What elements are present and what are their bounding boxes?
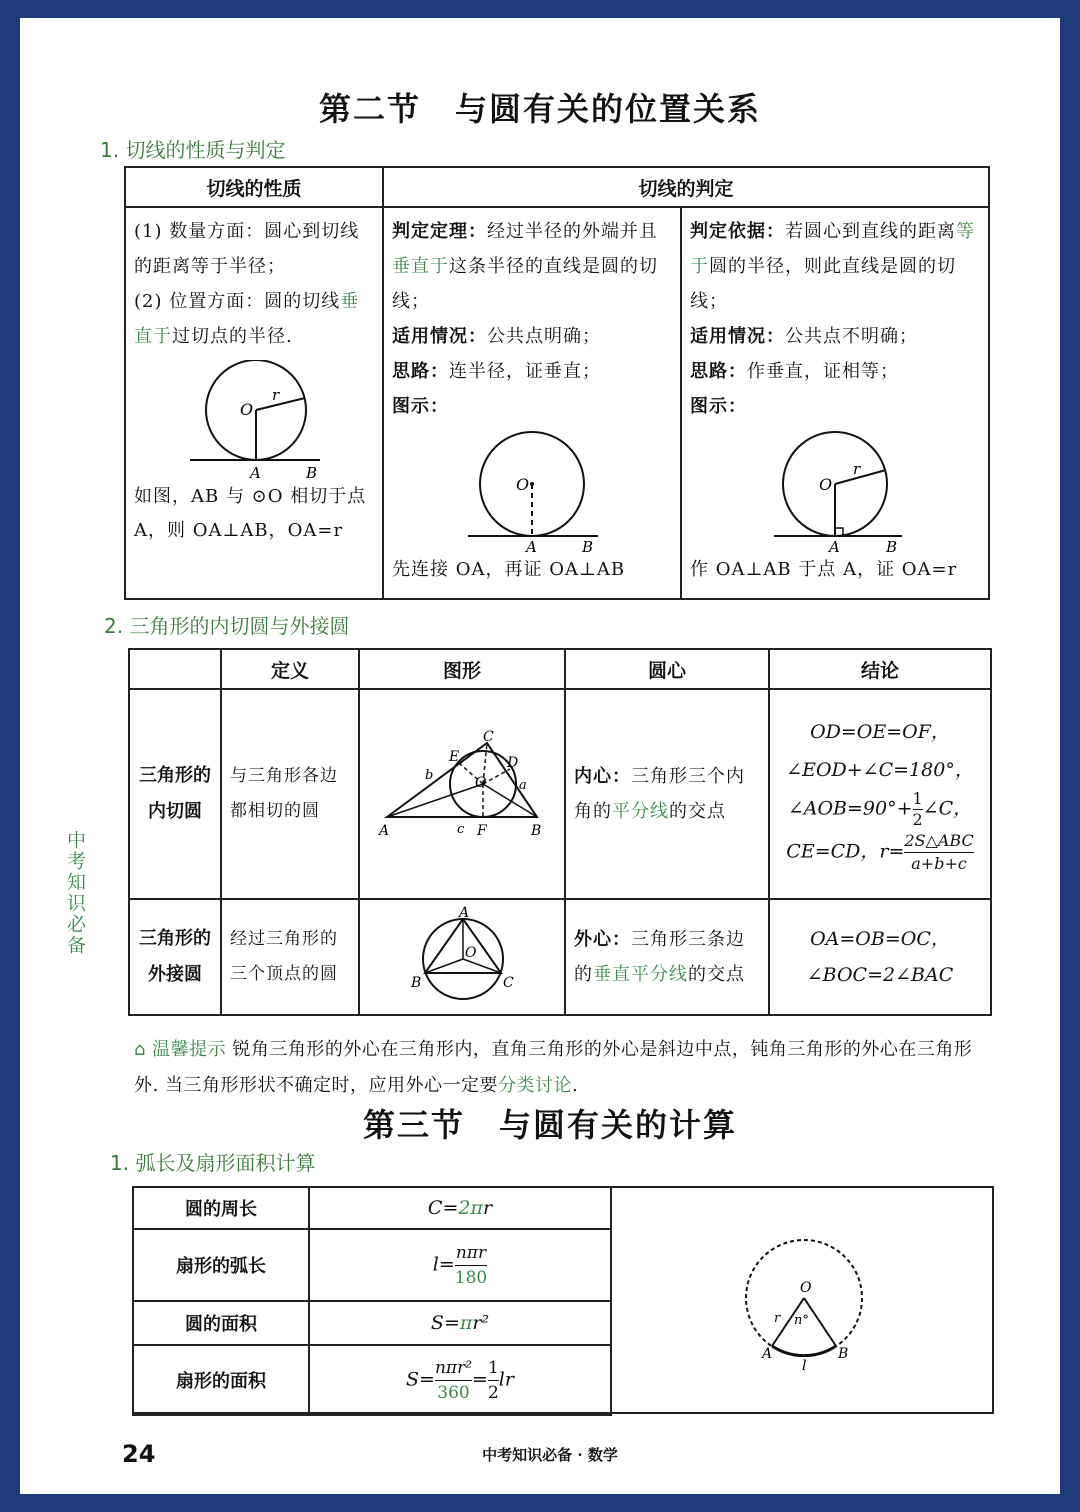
header-center: 圆心 — [565, 649, 769, 689]
header-definition: 定义 — [221, 649, 359, 689]
header-tangent-judgement: 切线的判定 — [383, 167, 989, 207]
section3-title: 第三节 与圆有关的计算 — [362, 1106, 737, 1144]
row-incircle-name: 三角形的内切圆 — [129, 689, 221, 899]
svg-text:A: A — [762, 1346, 773, 1362]
svg-text:b: b — [425, 768, 434, 783]
tangent-table — [124, 166, 990, 600]
prop-position: (2) 位置方面：圆的切线垂直于过切点的半径. — [134, 291, 360, 347]
svg-text:B: B — [306, 464, 319, 480]
svg-text:C: C — [483, 729, 494, 745]
svg-text:r: r — [774, 1311, 781, 1326]
svg-text:O: O — [465, 945, 477, 961]
row-circle-area-label: 圆的面积 — [133, 1301, 309, 1345]
svg-text:E: E — [449, 749, 460, 765]
row-circumference-label: 圆的周长 — [133, 1187, 309, 1229]
svg-text:A: A — [459, 905, 470, 921]
page-number: 24 — [122, 1440, 156, 1468]
row-circumcircle-conclusion: OA=OB=OC， ∠BOC=2∠BAC — [769, 899, 991, 1015]
judgement-basis-cell: 判定依据：若圆心到直线的距离等于圆的半径，则此直线是圆的切线； 适用情况：公共点不明确； 思路：作垂直，证相等； 图示： O r A B 作 OA⊥AB 于点 A，证 OA=r — [681, 207, 989, 599]
incircle-figure — [367, 727, 557, 857]
header-figure: 图形 — [359, 649, 565, 689]
row-arc-length-formula: l= nπr 180 — [309, 1229, 611, 1301]
sector-figure — [734, 1228, 874, 1378]
row-circle-area-formula: S=πr² — [309, 1301, 611, 1345]
prop-quantity: (1) 数量方面：圆心到切线的距离等于半径； — [134, 221, 360, 277]
svg-text:O: O — [800, 1280, 812, 1296]
svg-text:r: r — [272, 386, 281, 404]
svg-text:O: O — [475, 775, 487, 791]
row-incircle-conclusion: OD=OE=OF， ∠EOD+∠C=180°， ∠AOB=90°+ $\frac{1}{2}$ ∠C， CE=CD，r= 2S△ABC a+b+c — [769, 689, 991, 899]
header-tangent-property: 切线的性质 — [125, 167, 383, 207]
svg-text:r: r — [853, 460, 862, 478]
svg-text:F: F — [477, 823, 487, 839]
svg-text:A: A — [379, 823, 390, 839]
triangle-circle-table — [128, 648, 992, 1016]
tip: ⌂ 温馨提示 锐角三角形的外心在三角形内，直角三角形的外心是斜边中点，钝角三角形的外心在三角形外. 当三角形形状不确定时，应用外心一定要分类讨论. — [134, 1039, 973, 1096]
row-incircle-center: 内心：三角形三个内角的平分线的交点 — [565, 689, 769, 899]
tangent-property-cell — [125, 207, 383, 599]
svg-text:B: B — [838, 1346, 849, 1362]
svg-text:B: B — [411, 975, 422, 991]
svg-text:B: B — [582, 538, 595, 552]
subsection-arc: 1. 弧长及扇形面积计算 — [110, 1151, 316, 1175]
section2-title: 第二节 与圆有关的位置关系 — [318, 90, 761, 128]
svg-text:n°: n° — [794, 1313, 809, 1328]
arc-area-box — [132, 1186, 994, 1414]
svg-text:D: D — [507, 755, 519, 771]
header-conclusion: 结论 — [769, 649, 991, 689]
row-arc-length-label: 扇形的弧长 — [133, 1229, 309, 1301]
svg-text:A: A — [250, 464, 262, 480]
side-label: 中考知识必备 — [64, 830, 86, 956]
arc-area-table — [132, 1186, 612, 1416]
svg-text:O: O — [240, 400, 255, 419]
svg-text:B: B — [531, 823, 542, 839]
svg-text:A: A — [829, 538, 841, 552]
row-incircle-def: 与三角形各边都相切的圆 — [221, 689, 359, 899]
subsection-inscribed: 2. 三角形的内切圆与外接圆 — [104, 614, 350, 638]
subsection-tangent: 1. 切线的性质与判定 — [100, 138, 286, 162]
book-title: 中考知识必备 · 数学 — [482, 1446, 618, 1464]
prop-caption: 如图，AB 与 ⊙O 相切于点 A，则 OA⊥AB，OA=r — [134, 486, 367, 541]
tangent-property-figure — [134, 360, 374, 480]
svg-text:O: O — [516, 475, 531, 494]
circumcircle-figure — [407, 901, 517, 1009]
svg-text:A: A — [526, 538, 538, 552]
judgement-theorem-cell: 判定定理：经过半径的外端并且垂直于这条半径的直线是圆的切线； 适用情况：公共点明确； 思路：连半径，证垂直； 图示： O A B 先连接 OA，再证 OA⊥AB — [383, 207, 681, 599]
svg-text:C: C — [503, 975, 514, 991]
svg-text:l: l — [802, 1358, 807, 1374]
row-sector-area-formula: S= nπr² 360 = $\frac{1}{2}$ lr — [309, 1345, 611, 1415]
row-circumcircle-center: 外心：三角形三条边的垂直平分线的交点 — [565, 899, 769, 1015]
svg-text:B: B — [886, 538, 899, 552]
row-circumference-formula: C=2πr — [309, 1187, 611, 1229]
svg-text:O: O — [819, 475, 834, 494]
row-circumcircle-figure — [359, 899, 565, 1015]
svg-text:a: a — [519, 778, 527, 793]
row-circumcircle-def: 经过三角形的三个顶点的圆 — [221, 899, 359, 1015]
judgement-basis-figure — [690, 424, 980, 552]
svg-text:c: c — [457, 822, 465, 837]
judgement-theorem-caption: 先连接 OA，再证 OA⊥AB — [392, 559, 626, 580]
judgement-theorem-figure — [392, 424, 672, 552]
tip-icon: ⌂ — [134, 1039, 153, 1060]
row-circumcircle-name: 三角形的外接圆 — [129, 899, 221, 1015]
row-incircle-figure — [359, 689, 565, 899]
judgement-basis-caption: 作 OA⊥AB 于点 A，证 OA=r — [690, 559, 958, 580]
row-sector-area-label: 扇形的面积 — [133, 1345, 309, 1415]
tip-label: ⌂ 温馨提示 — [134, 1039, 227, 1060]
header-blank — [129, 649, 221, 689]
